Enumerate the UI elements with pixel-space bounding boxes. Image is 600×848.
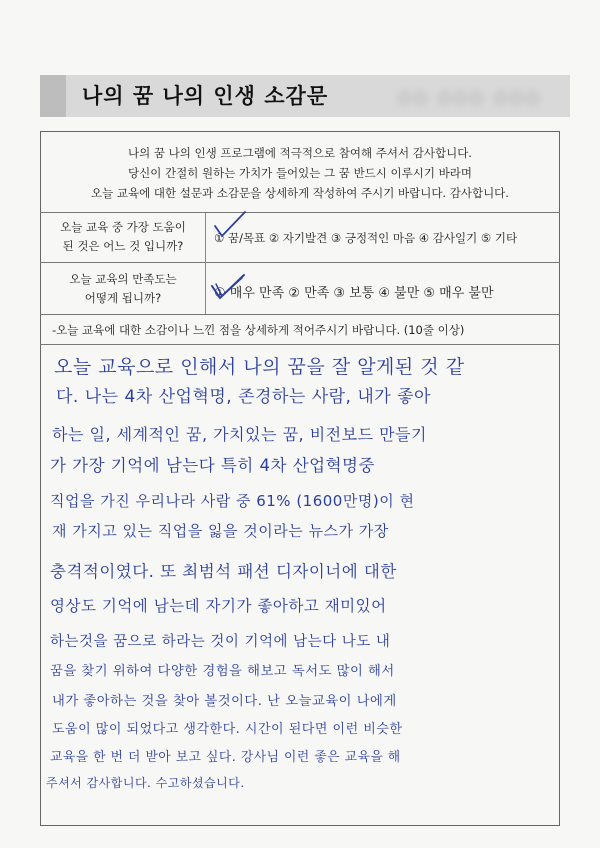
intro-line-2: 당신이 간절히 원하는 가치가 들어있는 그 꿈 반드시 이루시기 바라며 (128, 166, 472, 180)
divider-q1 (40, 262, 560, 263)
essay-line-1: 오늘 교육으로 인해서 나의 꿈을 잘 알게된 것 같 (54, 356, 465, 378)
page-title: 나의 꿈 나의 인생 소감문 (82, 84, 329, 108)
question2-label-line2: 어떻게 됩니까? (84, 291, 162, 305)
divider-intro (40, 212, 560, 213)
essay-line-11: 내가 좋아하는 것을 찾아 볼것이다. 난 오늘교육이 나에게 (52, 694, 397, 709)
divider-prompt (40, 344, 560, 345)
question1-options[interactable]: ① 꿈/목표 ② 자기발견 ③ 긍정적인 마음 ④ 감사일기 ⑤ 기타 (214, 231, 518, 245)
essay-line-8: 영상도 기억에 남는데 자기가 좋아하고 재미있어 (50, 597, 387, 615)
question1-label-line2: 된 것은 어느 것 입니까? (62, 239, 184, 253)
question1-check-mark (212, 210, 248, 240)
essay-line-9: 하는것을 꿈으로 하라는 것이 기억에 남는다 나도 내 (50, 634, 391, 650)
title-band-accent (40, 75, 66, 117)
question2-options[interactable]: ① 매우 만족 ② 만족 ③ 보통 ④ 불만 ⑤ 매우 불만 (214, 286, 494, 301)
question1-label (42, 218, 204, 256)
essay-line-7: 충격적이였다. 또 최범석 패션 디자이너에 대한 (50, 562, 397, 581)
question2-label (42, 270, 204, 308)
essay-line-6: 재 가지고 있는 직업을 잃을 것이라는 뉴스가 가장 (52, 522, 389, 540)
essay-line-2: 다. 나는 4차 산업혁명, 존경하는 사람, 내가 좋아 (56, 387, 431, 407)
intro-line-1: 나의 꿈 나의 인생 프로그램에 적극적으로 참여해 주셔서 감사합니다. (128, 146, 472, 160)
essay-line-10: 꿈을 찾기 위하여 다양한 경험을 해보고 독서도 많이 해서 (50, 664, 395, 679)
redacted-name: ○○ ○○○ ○○○ (398, 88, 543, 106)
question2-label-line1: 오늘 교육의 만족도는 (69, 272, 177, 286)
question2-check-mark (208, 272, 248, 302)
question-column-divider (205, 212, 206, 314)
question1-label-line1: 오늘 교육 중 가장 도움이 (60, 220, 186, 234)
essay-line-4: 가 가장 기억에 남는다 특히 4차 산업혁명중 (50, 456, 375, 475)
essay-line-13: 교육을 한 번 더 받아 보고 싶다. 강사님 이런 좋은 교육을 해 (50, 750, 401, 765)
essay-line-5: 직업을 가진 우리나라 사람 중 61% (1600만명)이 현 (50, 492, 415, 510)
divider-q2 (40, 314, 560, 315)
essay-line-14: 주셔서 감사합니다. 수고하셨습니다. (46, 776, 245, 790)
essay-prompt: -오늘 교육에 대한 소감이나 느낀 점을 상세하게 적어주시기 바랍니다. (10줄 이상) (52, 323, 465, 337)
essay-line-3: 하는 일, 세계적인 꿈, 가치있는 꿈, 비전보드 만들기 (52, 425, 427, 444)
essay-line-12: 도움이 많이 되었다고 생각한다. 시간이 된다면 이런 비슷한 (52, 722, 403, 737)
intro-line-3: 오늘 교육에 대한 설문과 소감문을 상세하게 작성하여 주시기 바랍니다. 감사합니다. (91, 186, 509, 200)
